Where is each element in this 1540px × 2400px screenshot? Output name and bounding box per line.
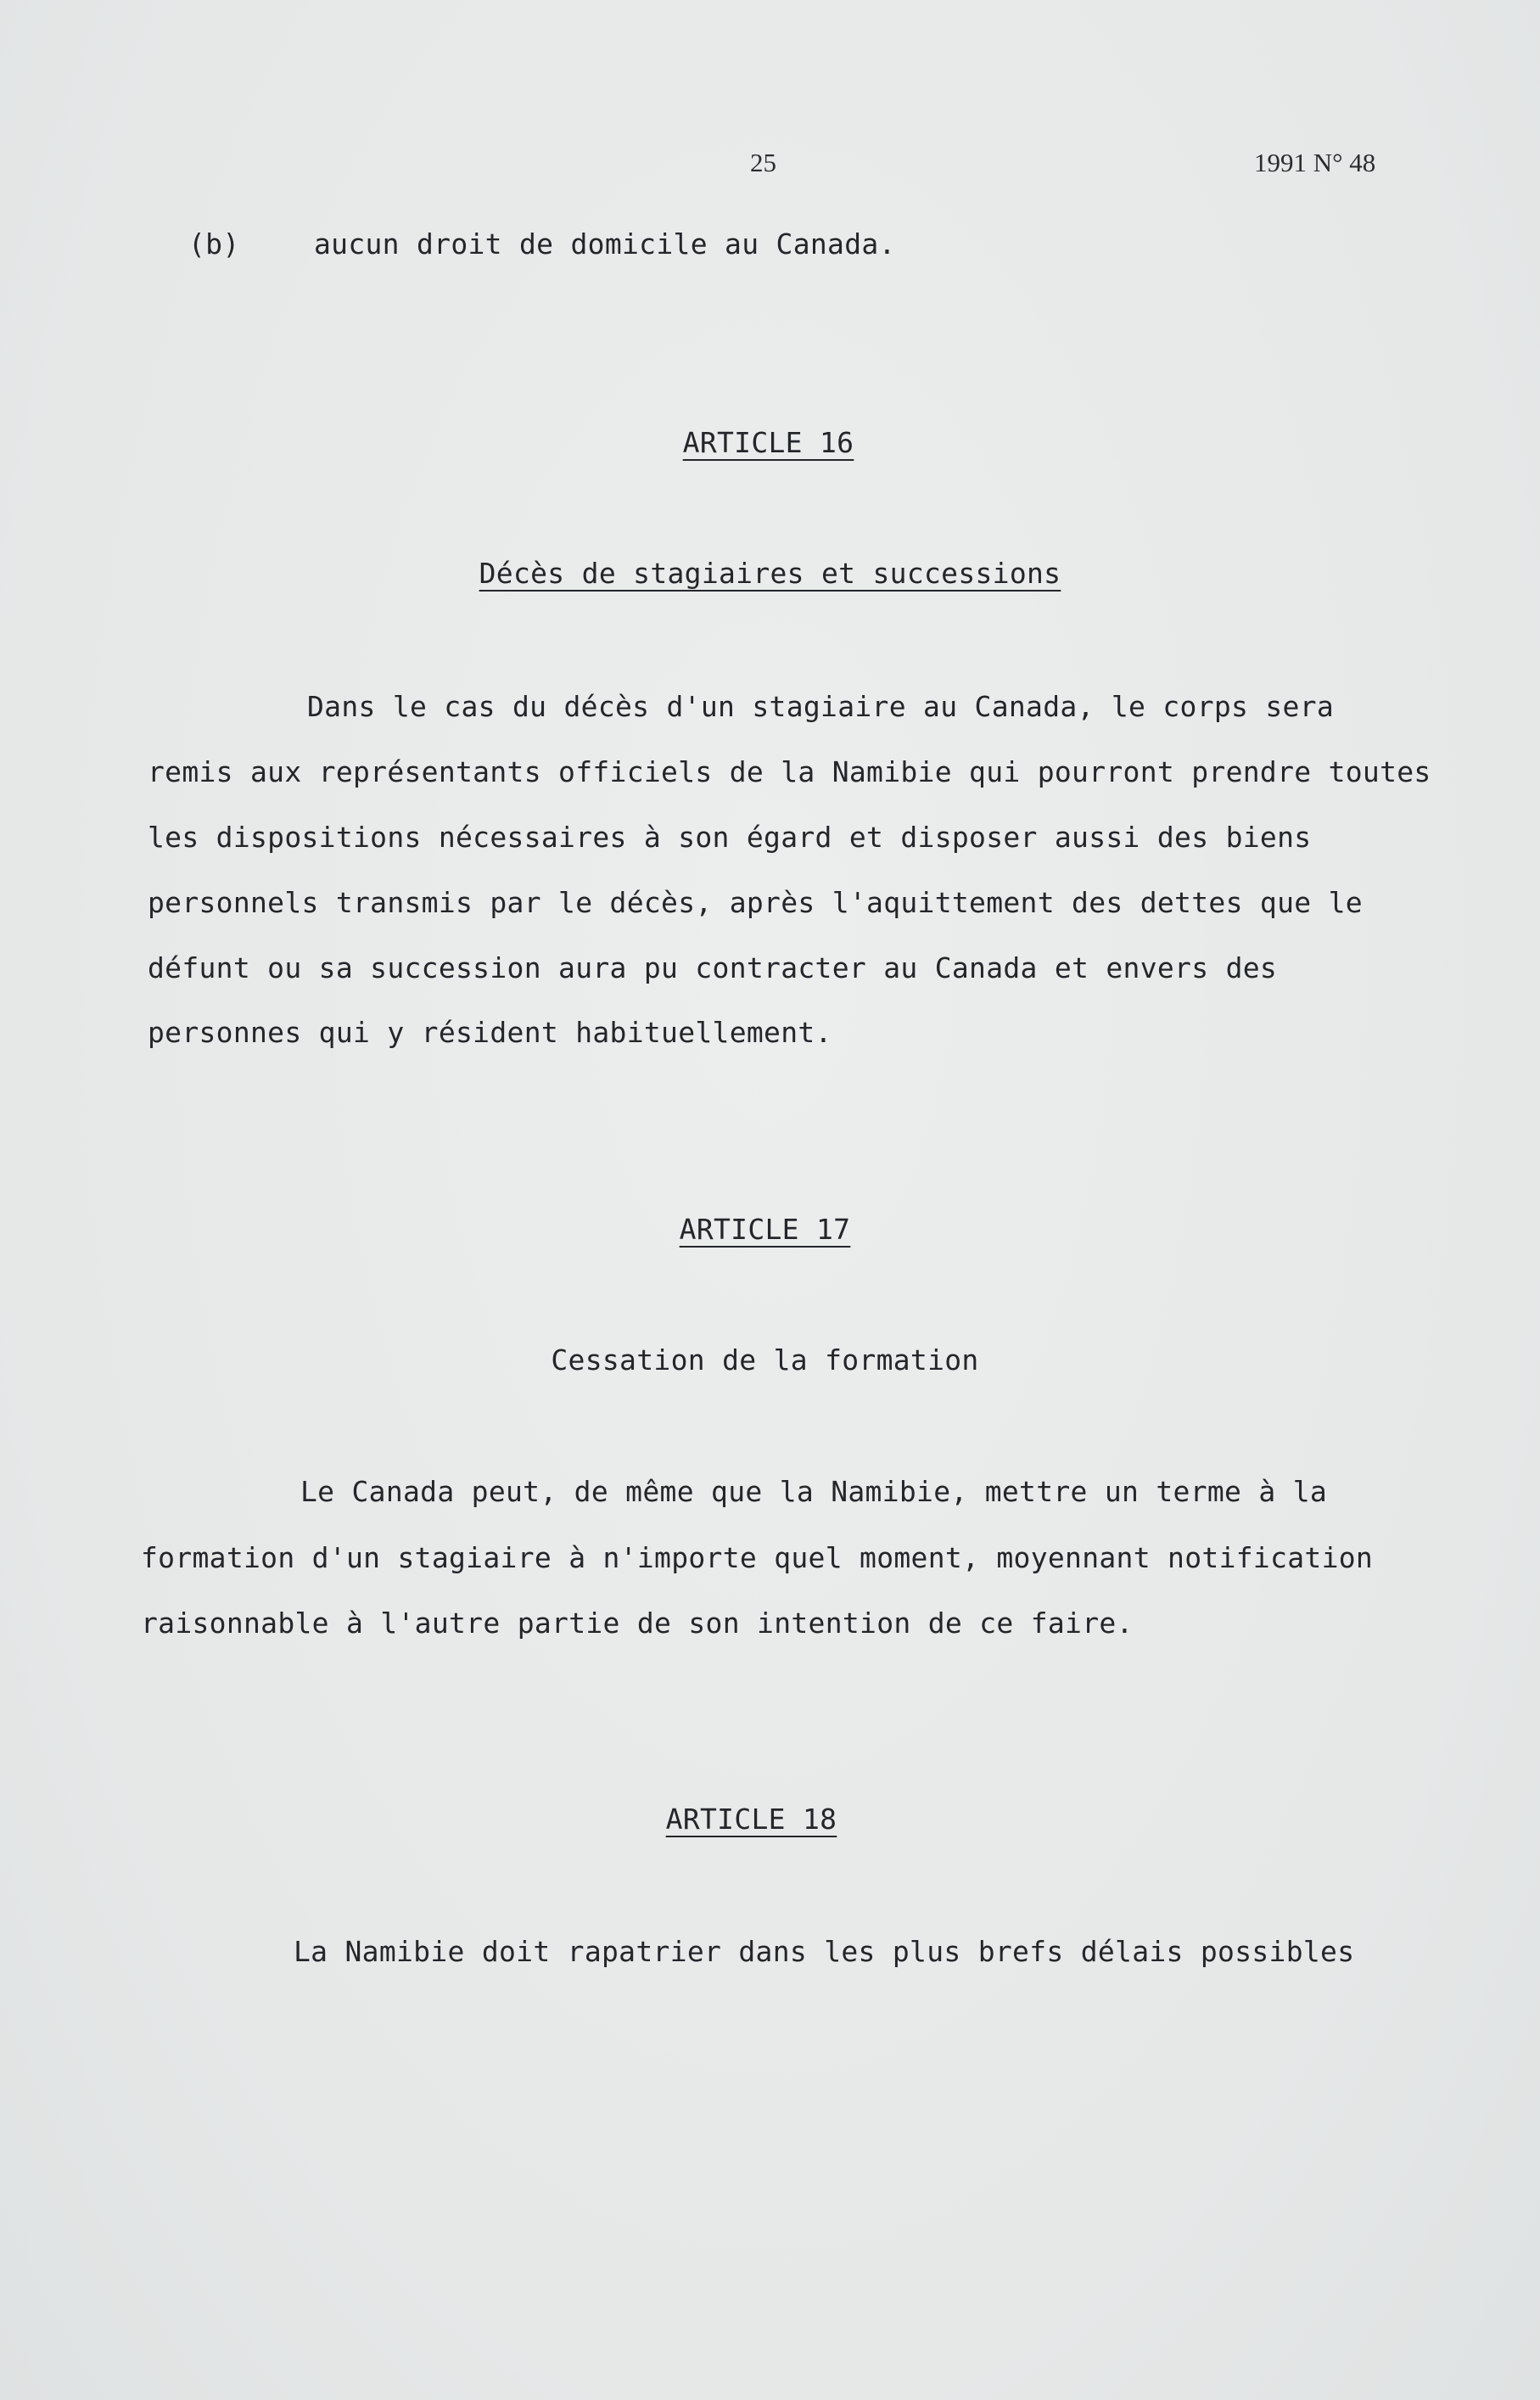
document-reference: 1991 N° 48 — [1254, 148, 1376, 177]
article-16-line-4: personnels transmis par le décès, après l'aquittement des dettes que le — [148, 886, 1363, 919]
article-16-subheading: Décès de stagiaires et successions — [479, 557, 1061, 590]
article-16-line-2: remis aux représentants officiels de la Namibie qui pourront prendre toutes — [148, 755, 1431, 788]
article-17-line-2: formation d'un stagiaire à n'importe quel moment, moyennant notification — [141, 1541, 1374, 1574]
article-17-line-3: raisonnable à l'autre partie de son intention de ce faire. — [141, 1607, 1134, 1640]
article-17-subheading: Cessation de la formation — [551, 1343, 979, 1377]
item-b-text: aucun droit de domicile au Canada. — [314, 227, 896, 261]
show-through-text — [153, 219, 168, 249]
article-18-heading: ARTICLE 18 — [665, 1803, 837, 1836]
article-16-line-5: défunt ou sa succession aura pu contracter au Canada et envers des — [148, 951, 1278, 984]
article-16-line-1: Dans le cas du décès d'un stagiaire au Canada, le corps sera — [307, 690, 1335, 723]
article-17-line-1: Le Canada peut, de même que la Namibie, mettre un terme à la — [300, 1475, 1328, 1508]
article-17-heading: ARTICLE 17 — [679, 1213, 851, 1246]
article-16-line-3: les dispositions nécessaires à son égard et disposer aussi des biens — [148, 821, 1312, 854]
page-number: 25 — [750, 148, 776, 177]
article-18-line-1: La Namibie doit rapatrier dans les plus brefs délais possibles — [294, 1935, 1355, 1968]
item-b-label: (b) — [188, 227, 240, 261]
article-16-heading: ARTICLE 16 — [682, 426, 854, 459]
article-16-line-6: personnes qui y résident habituellement. — [148, 1016, 832, 1049]
